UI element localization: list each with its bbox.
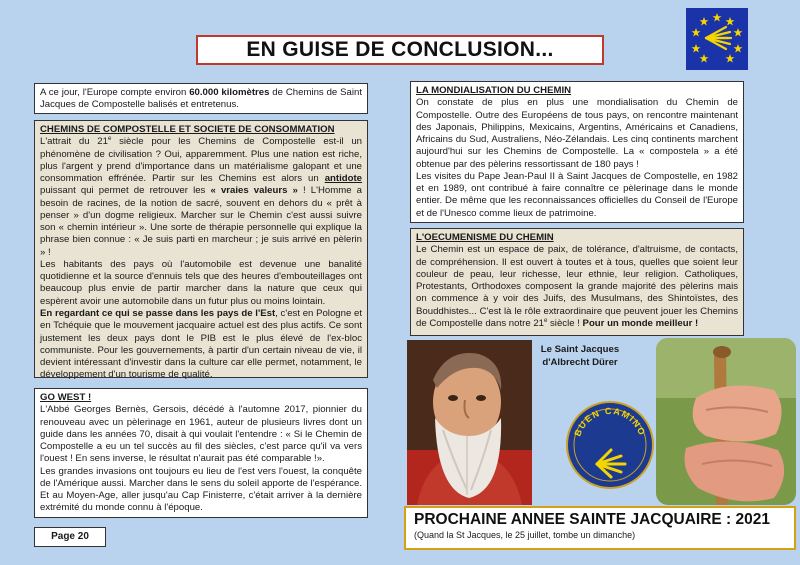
pilgrim-hands-photo: [656, 338, 796, 505]
section-mondialisation: [410, 81, 744, 223]
saint-jacques-portrait: [407, 340, 532, 505]
paragraph: Les visites du Pape Jean-Paul II à Saint Jacques de Compostelle, en 1982 et en 1989, ont contribué à faire connaître ce pèlerinage dans le monde entier. De même que les reconnaissances officielles du Conseil de l'Europe et de l'Unesco comme lieux de patrimoine.: [416, 170, 738, 219]
page-number: Page 20: [34, 527, 106, 547]
section-heading: GO WEST !: [40, 392, 92, 403]
section-gowest: [34, 388, 368, 518]
banner-subtitle: (Quand la St Jacques, le 25 juillet, tombe un dimanche): [414, 529, 636, 540]
buen-camino-medal: [565, 400, 655, 490]
scallop-shell-icon: [686, 8, 748, 70]
paragraph: Les grandes invasions ont toujours eu lieu de l'est vers l'ouest, la conquête de l'Amérique aussi. Marcher dans le sens du soleil apporte de l'espérance. Et au Moyen-Age, aller jusqu'au Cap Finisterre, c'était arriver à la dernière extrémité du monde connu à l'époque.: [40, 465, 362, 514]
paragraph: L'attrait du 21e siècle pour les Chemins de Compostelle est-il un phénomène de civilisation ? Oui, apparemment. Plus une nation est riche, plus l'argent y prend d'importance dans un matérialisme galopant et une consommation effrénée. Partir sur les Chemins est alors un antidote puissant qui permet de retrouver les « vraies valeurs » ! L'Homme a besoin de racines, de la notion de sacré, souvent en dehors du « prêt à penser » d'un dogme religieux. Marcher sur le Chemin c'est aussi suivre son « chemin intérieur ». Une sorte de thérapie personnelle qui explique la phrase bien connue : « Je suis parti en marcheur ; je suis arrivé en pèlerin » !: [40, 136, 363, 258]
section-heading: L'OECUMENISME DU CHEMIN: [416, 232, 554, 243]
next-holy-year-banner: [404, 506, 796, 550]
intro-text: A ce jour, l'Europe compte environ 60.000 kilomètres de Chemins de Saint Jacques de Compostelle balisés et entretenus.: [40, 87, 362, 111]
section-heading: LA MONDIALISATION DU CHEMIN: [416, 85, 572, 96]
paragraph: L'Abbé Georges Bernès, Gersois, décédé à l'automne 2017, pionnier du renouveau avec un pèlerinage en 1961, auteur de plusieurs livres dont un guide dans les années 70, disait à qui voulait l'entendre : « Si le Chemin de Compostelle a eu un tel succès au fil des siècles, c'est parce qu'il va vers l'ouest ! En sens inverse, le résultat n'aurait pas été comparable !».: [40, 404, 362, 465]
section-societe: [34, 120, 368, 381]
caption-line: d'Albrecht Dürer: [542, 356, 618, 368]
portrait-caption: [536, 344, 624, 370]
section-oecumenisme: [410, 228, 744, 336]
paragraph: Le Chemin est un espace de paix, de tolérance, d'altruisme, de contacts, de compréhension. Il est ouvert à toutes et à tous, quelles que soient leur couleur de peau, leur richesse, leur ethnie, leur religion. Catholiques, Protestants, Orthodoxes composent la grande majorité des pèlerins mais on commence à y voir des Juifs, des Musulmans, des Shintoïstes, des Bouddhistes... C'est là le rôle extraordinaire que peuvent jouer les Chemins de Compostelle dans notre 21e siècle ! Pour un monde meilleur !: [416, 244, 738, 329]
paragraph: On constate de plus en plus une mondialisation du Chemin de Compostelle. Outre des Européens de tous pays, on rencontre maintenant des Japonais, Philippins, Mexicains, Argentins, Américains et Canadiens, Africains du Sud, Australiens, Néo-Zélandais. Les cinq continents marchent aujourd'hui sur les Chemins de Compostelle. La « compostela » a été obtenue par des pèlerins ressortissant de 180 pays !: [416, 97, 738, 170]
paragraph: En regardant ce qui se passe dans les pays de l'Est, c'est en Pologne et en Tchéquie que le mouvement jacquaire actuel est des plus actifs. Ce sont justement les deux pays dont le PIB est le plus élevé de l'ex-bloc communiste. Pour les gouvernements, à partir d'un certain niveau de vie, il devient intéressant d'investir dans la culture car elle permet, notamment, le développement d'un tourisme de qualité.: [40, 307, 362, 381]
intro-box: [34, 83, 368, 114]
medal-text: BUEN CAMINO: [572, 405, 648, 438]
paragraph: Les habitants des pays où l'automobile est devenue une banalité quotidienne et la source d'ennuis tels que des heures d'embouteillages ont beaucoup plus envie de partir marcher dans la nature que ceux qui espèrent avoir une automobile dans un futur plus ou moins lointain.: [40, 258, 362, 307]
section-heading: CHEMINS DE COMPOSTELLE ET SOCIETE DE CONSOMMATION: [40, 124, 335, 135]
banner-title: PROCHAINE ANNEE SAINTE JACQUAIRE : 2021: [414, 511, 770, 528]
page-title: EN GUISE DE CONCLUSION...: [196, 35, 604, 65]
eu-flag-logo: [686, 8, 748, 70]
caption-line: Le Saint Jacques: [540, 344, 620, 355]
